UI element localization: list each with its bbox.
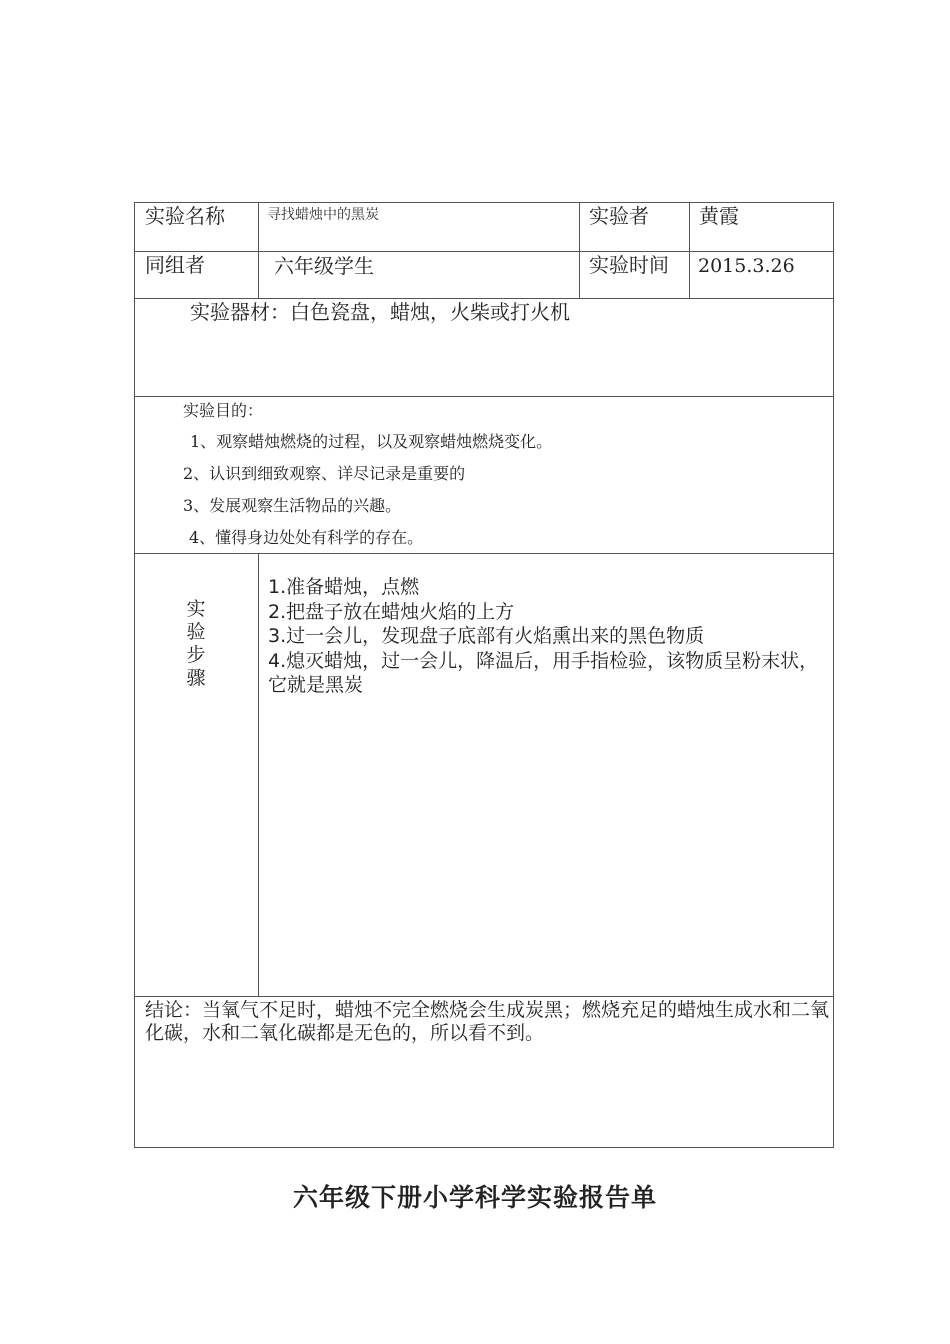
- row-divider: [134, 553, 834, 554]
- purpose-heading: 实验目的：: [183, 401, 264, 420]
- step-item: 4.熄灭蜡烛，过一会儿，降温后，用手指检验，该物质呈粉末状，它就是黑炭: [268, 649, 819, 696]
- row-divider: [134, 396, 834, 397]
- experiment-name-label: 实验名称: [145, 204, 225, 228]
- experiment-name-value: 寻找蜡烛中的黑炭: [267, 207, 379, 223]
- step-item: 3.过一会儿，发现盘子底部有火焰熏出来的黑色物质: [268, 625, 705, 647]
- conclusion-text: 结论：当氧气不足时，蜡烛不完全燃烧会生成炭黑；燃烧充足的蜡烛生成水和二氧化碳，水和二氧化碳都是无色的，所以看不到。: [145, 999, 830, 1044]
- row-divider: [134, 298, 834, 299]
- page-title: 六年级下册小学科学实验报告单: [292, 1183, 657, 1212]
- group-members-label: 同组者: [145, 253, 205, 277]
- purpose-item: 3、发展观察生活物品的兴趣。: [183, 496, 402, 515]
- materials-text: 实验器材：白色瓷盘，蜡烛，火柴或打火机: [190, 300, 570, 324]
- experiment-time-label: 实验时间: [589, 253, 669, 277]
- experiment-time-value: 2015.3.26: [698, 255, 795, 277]
- column-divider: [258, 553, 259, 997]
- experimenter-label: 实验者: [589, 204, 649, 228]
- purpose-item: 2、认识到细致观察、详尽记录是重要的: [183, 464, 466, 483]
- column-divider: [579, 202, 580, 299]
- table-border-top: [134, 202, 834, 203]
- table-border-left: [134, 202, 135, 1148]
- column-divider: [689, 202, 690, 299]
- column-divider: [258, 202, 259, 299]
- steps-list: [268, 575, 828, 698]
- table-border-bottom: [134, 1147, 834, 1148]
- group-members-value: 六年级学生: [274, 254, 374, 278]
- step-item: 2.把盘子放在蜡烛火焰的上方: [268, 600, 515, 623]
- purpose-item: 4、懂得身边处处有科学的存在。: [189, 528, 424, 547]
- purpose-item: 1、观察蜡烛燃烧的过程，以及观察蜡烛燃烧变化。: [190, 432, 553, 451]
- row-divider: [134, 996, 834, 997]
- experimenter-value: 黄霞: [699, 204, 739, 228]
- table-border-right: [833, 202, 834, 1148]
- step-item: 1.准备蜡烛，点燃: [268, 576, 420, 598]
- row-divider: [134, 251, 834, 252]
- steps-label: 实验步骤: [186, 598, 206, 689]
